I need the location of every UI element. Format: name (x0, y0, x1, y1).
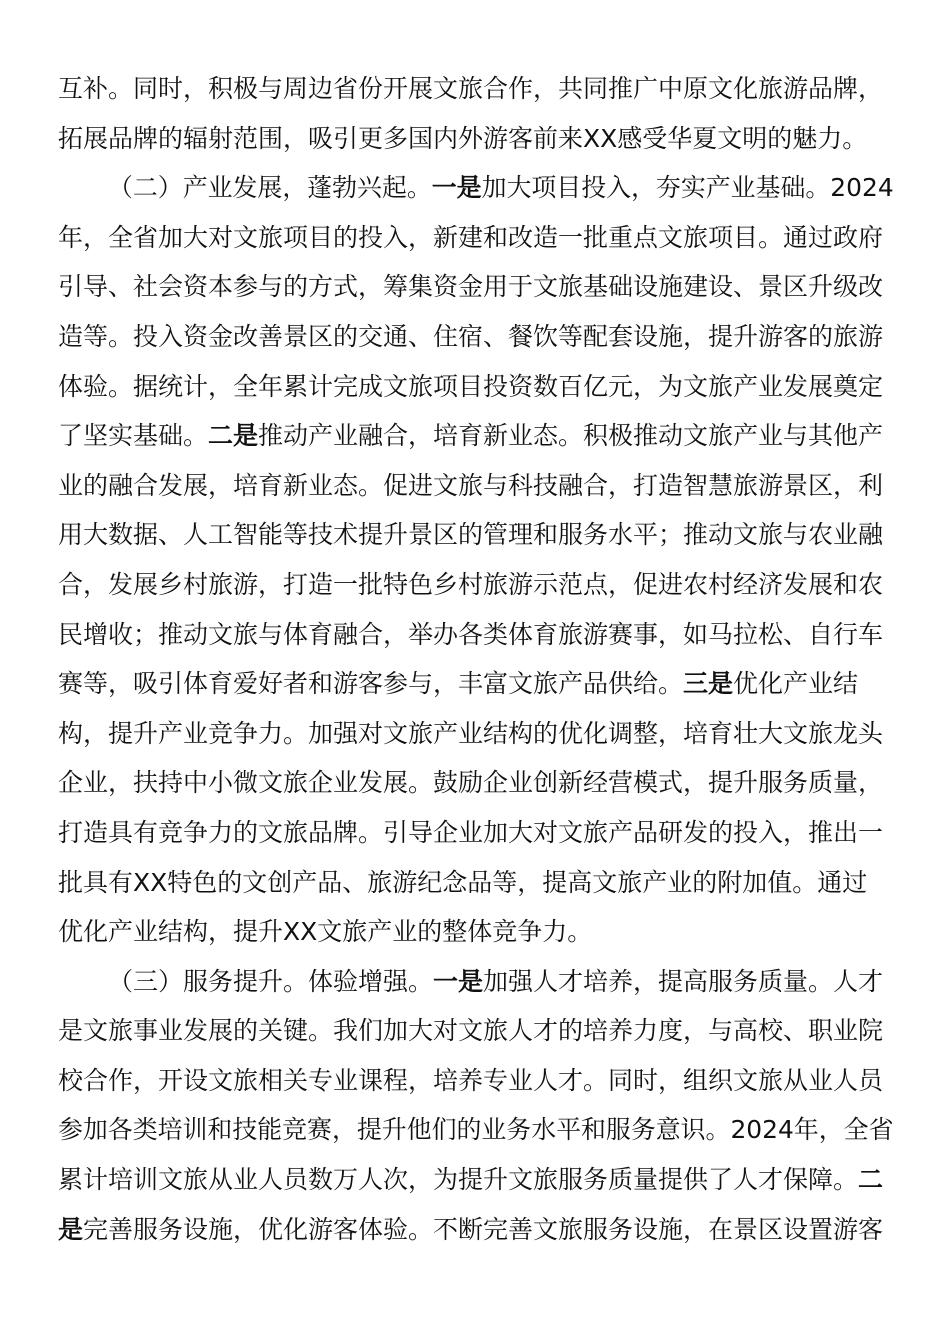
text-line (58, 312, 898, 362)
bold-marker: 三是 (683, 669, 734, 699)
text-line (58, 709, 898, 759)
bold-marker: 是 (58, 1214, 84, 1244)
text-line (58, 808, 898, 858)
section-heading-line (58, 163, 898, 213)
line-text: 是文旅事业发展的关键。我们加大对文旅人才的培养力度，与高校、职业院 (58, 1016, 884, 1046)
text-line (58, 1155, 898, 1205)
line-text: 优化产业结 (733, 669, 859, 699)
line-text: 互补。同时，积极与周边省份开展文旅合作，共同推广中原文化旅游品牌， (58, 74, 884, 103)
line-text: 赛等，吸引体育爱好者和游客参与，丰富文旅产品供给。 (58, 669, 684, 699)
line-text: 引导、社会资本参与的方式，筹集资金用于文旅基础设施建设、景区升级改 (58, 272, 884, 302)
line-text: 参加各类培训和技能竞赛，提升他们的业务水平和服务意识。2024年，全省 (58, 1115, 894, 1145)
section-heading: （三）服务提升。体验增强。 (108, 966, 434, 996)
line-text: 年，全省加大对文旅项目的投入，新建和改造一批重点文旅项目。通过政府 (58, 222, 884, 252)
line-text: 优化产业结构，提升XX文旅产业的整体竞争力。 (58, 917, 593, 947)
line-text: 构，提升产业竞争力。加强对文旅产业结构的优化调整，培育壮大文旅龙头 (58, 718, 884, 748)
bold-marker: 一是 (433, 966, 484, 996)
section-heading-line (58, 957, 898, 1007)
line-text: 造等。投入资金改善景区的交通、住宿、餐饮等配套设施，提升游客的旅游 (58, 321, 884, 351)
document-page (58, 64, 898, 1254)
text-line (58, 262, 898, 312)
line-text: 累计培训文旅从业人员数万人次，为提升文旅服务质量提供了人才保障。 (58, 1165, 859, 1195)
line-text: 合，发展乡村旅游，打造一批特色乡村旅游示范点，促进农村经济发展和农 (58, 569, 884, 599)
line-text: 加大项目投入，夯实产业基础。2024 (481, 173, 894, 203)
text-line (58, 610, 898, 660)
text-line (58, 1006, 898, 1056)
line-text: 校合作，开设文旅相关专业课程，培养专业人才。同时，组织文旅从业人员 (58, 1065, 884, 1095)
line-text: 体验。据统计，全年累计完成文旅项目投资数百亿元，为文旅产业发展奠定 (58, 371, 884, 401)
line-text: 业的融合发展，培育新业态。促进文旅与科技融合，打造智慧旅游景区，利 (58, 470, 884, 500)
line-text: 拓展品牌的辐射范围，吸引更多国内外游客前来XX感受华夏文明的魅力。 (58, 123, 868, 153)
text-line (58, 213, 898, 263)
text-line (58, 858, 898, 908)
section-heading: （二）产业发展，蓬勃兴起。 (108, 173, 432, 203)
text-line (58, 1205, 898, 1255)
line-text: 了坚实基础。 (58, 421, 209, 451)
text-line (58, 510, 898, 560)
text-line (58, 560, 898, 610)
line-text: 打造具有竞争力的文旅品牌。引导企业加大对文旅产品研发的投入，推出一 (58, 817, 884, 847)
text-line (58, 907, 898, 957)
text-line (58, 758, 898, 808)
text-line (58, 362, 898, 412)
text-line (58, 461, 898, 511)
line-text: 完善服务设施，优化游客体验。不断完善文旅服务设施，在景区设置游客 (83, 1214, 884, 1244)
bold-marker: 二是 (208, 421, 259, 451)
text-line (58, 659, 898, 709)
text-line (58, 114, 898, 164)
line-text: 企业，扶持中小微文旅企业发展。鼓励企业创新经营模式，提升服务质量， (58, 768, 884, 798)
bold-marker: 二 (858, 1165, 884, 1195)
text-line (58, 64, 898, 114)
text-line (58, 1105, 898, 1155)
bold-marker: 一是 (431, 173, 482, 203)
line-text: 用大数据、人工智能等技术提升景区的管理和服务水平；推动文旅与农业融 (58, 520, 884, 550)
line-text: 加强人才培养，提高服务质量。人才 (483, 966, 884, 996)
line-text: 民增收；推动文旅与体育融合，举办各类体育旅游赛事，如马拉松、自行车 (58, 619, 884, 649)
text-line (58, 1056, 898, 1106)
line-text: 推动产业融合，培育新业态。积极推动文旅产业与其他产 (258, 421, 884, 451)
text-line (58, 411, 898, 461)
line-text: 批具有XX特色的文创产品、旅游纪念品等，提高文旅产业的附加值。通过 (58, 867, 868, 897)
